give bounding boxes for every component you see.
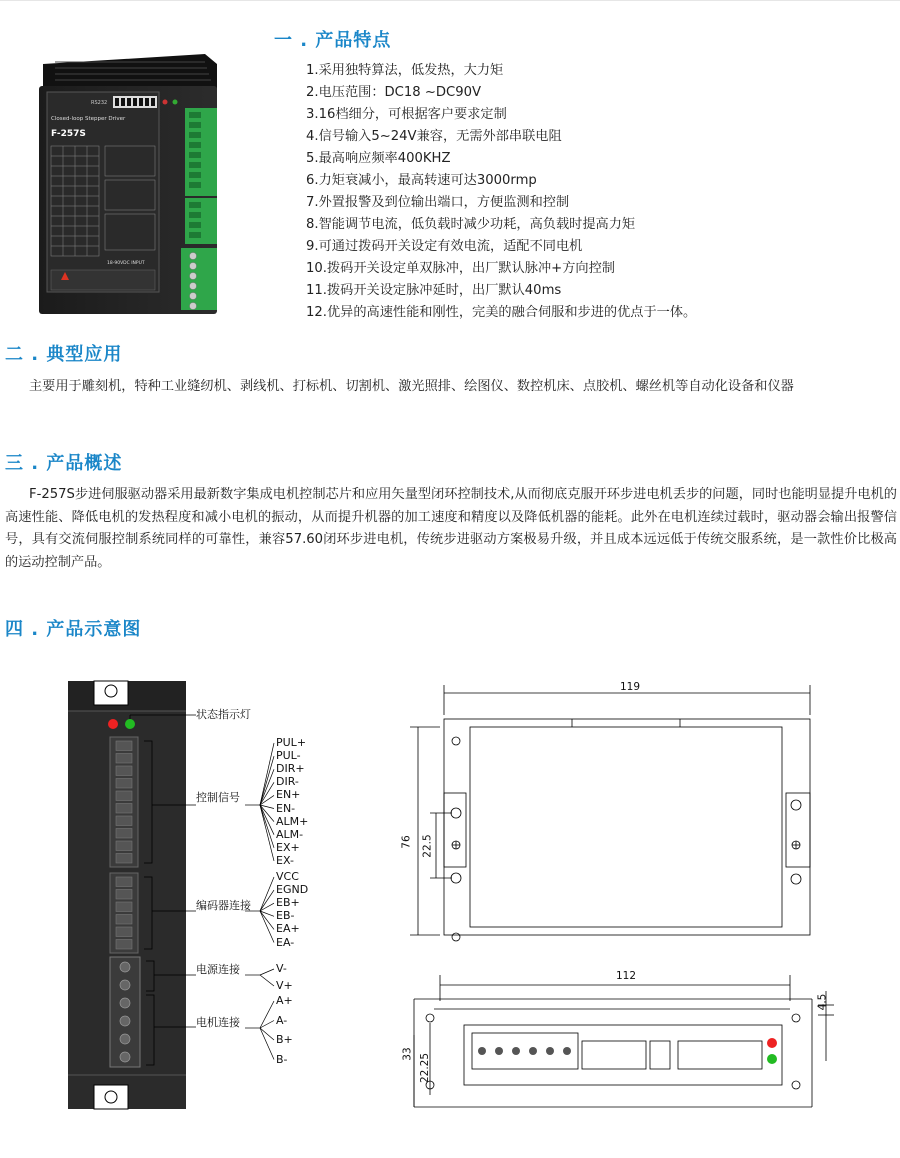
power-label: 电源连接 bbox=[196, 963, 240, 976]
terminal-slot bbox=[116, 779, 132, 789]
terminal-slot bbox=[116, 890, 132, 900]
terminal-screw bbox=[120, 1052, 130, 1062]
feature-item: 1.采用独特算法，低发热，大力矩 bbox=[306, 63, 504, 78]
pin-leader-line bbox=[260, 756, 274, 805]
pin-label: EX+ bbox=[276, 840, 300, 854]
pin-leader-line bbox=[260, 805, 274, 835]
pin-leader-line bbox=[260, 1028, 274, 1060]
features-title: 一 . 产品特点 bbox=[274, 30, 392, 51]
pin-label: PUL+ bbox=[276, 736, 307, 749]
feature-item: 10.拨码开关设定单双脉冲，出厂默认脉冲+方向控制 bbox=[306, 261, 615, 276]
applications-text: 主要用于雕刻机，特种工业缝纫机、剥线机、打标机、切割机、激光照排、绘图仪、数控机床、点胶机、螺丝机等自动化设备和仪器 bbox=[29, 379, 794, 394]
features-list bbox=[306, 60, 896, 324]
pin-label: EX- bbox=[276, 853, 294, 867]
encoder-label: 编码器连接 bbox=[196, 899, 251, 912]
photo-subtitle: Closed-loop Stepper Driver bbox=[51, 116, 126, 122]
terminal-screw bbox=[563, 1047, 571, 1055]
terminal-slot bbox=[116, 902, 132, 912]
terminal-slot bbox=[116, 754, 132, 764]
applications-title: 二 . 典型应用 bbox=[5, 344, 123, 365]
pin-leader-line bbox=[260, 903, 274, 911]
diagram-title: 四 . 产品示意图 bbox=[5, 619, 142, 640]
terminal-slot bbox=[116, 816, 132, 826]
terminal-screw bbox=[120, 998, 130, 1008]
pin-leader-line bbox=[260, 782, 274, 805]
photo-connector-label: RS232 bbox=[91, 100, 108, 106]
control-signal-label: 控制信号 bbox=[196, 791, 240, 804]
product-photo bbox=[35, 50, 225, 318]
pin-label: V- bbox=[276, 962, 287, 975]
photo-model: F-257S bbox=[51, 129, 86, 139]
pin-leader-line bbox=[260, 805, 274, 848]
feature-item: 8.智能调节电流，低负载时减少功耗，高负载时提高力矩 bbox=[306, 217, 636, 232]
dimension-drawing bbox=[400, 675, 840, 1115]
top-divider bbox=[0, 0, 900, 1]
pin-label: DIR+ bbox=[276, 762, 305, 776]
terminal-screw bbox=[120, 962, 130, 972]
pin-label: EGND bbox=[276, 883, 309, 897]
feature-item: 7.外置报警及到位输出端口，方便监测和控制 bbox=[306, 195, 570, 210]
terminal-slot bbox=[116, 791, 132, 801]
feature-item: 5.最高响应频率400KHZ bbox=[306, 151, 451, 166]
dim-hole-spacing: 22.5 bbox=[421, 834, 434, 858]
terminal-slot bbox=[116, 915, 132, 925]
pin-label: ALM- bbox=[276, 827, 304, 841]
overview-text: F-257S步进伺服驱动器采用最新数字集成电机控制芯片和应用矢量型闭环控制技术,从而彻底克服开环步进电机丢步的问题，同时也能明显提升电机的高速性能、降低电机的发热程度和减小电机的振动，从而提升机器的加工速度和精度以及降低机器的能耗。此外在电机连续过载时，驱动器会输出报警信号，具有交流伺服控制系统同样的可靠性，兼容57.60闭环步进电机，传统步进驱动方案极易升级，并且成本远远低于传统交服系统，是一款性价比极高的运动控制产品。 bbox=[5, 487, 897, 570]
terminal-screw bbox=[546, 1047, 554, 1055]
pin-label: EA- bbox=[276, 935, 295, 949]
dim-flange: 4.5 bbox=[816, 993, 829, 1011]
pin-label: EN+ bbox=[276, 788, 301, 802]
feature-item: 3.16档细分，可根据客户要求定制 bbox=[306, 107, 507, 122]
pin-leader-line bbox=[260, 975, 274, 986]
terminal-screw bbox=[529, 1047, 537, 1055]
pin-label: EB+ bbox=[276, 896, 300, 910]
terminal-screw bbox=[120, 1016, 130, 1026]
pin-label: B- bbox=[276, 1052, 288, 1066]
feature-item: 6.力矩衰减小，最高转速可达3000rmp bbox=[306, 173, 537, 188]
feature-item: 4.信号输入5~24V兼容，无需外部串联电阻 bbox=[306, 129, 562, 144]
pin-label: DIR- bbox=[276, 775, 299, 789]
terminal-slot bbox=[116, 940, 132, 950]
pin-leader-line bbox=[260, 1028, 274, 1040]
photo-power-label: 18-90VDC INPUT bbox=[107, 261, 145, 266]
terminal-slot bbox=[116, 741, 132, 751]
pin-label: A+ bbox=[276, 994, 293, 1007]
overview-title: 三 . 产品概述 bbox=[5, 453, 123, 474]
dim-height-front: 33 bbox=[401, 1047, 414, 1061]
dim-width-front: 112 bbox=[616, 970, 637, 982]
dim-inner-height: 22.25 bbox=[419, 1052, 432, 1084]
dim-height-side: 76 bbox=[400, 835, 413, 849]
pin-label: EN- bbox=[276, 801, 296, 815]
driver-front-diagram bbox=[60, 675, 400, 1115]
terminal-slot bbox=[116, 766, 132, 776]
pin-label: EA+ bbox=[276, 922, 300, 936]
pin-label: V+ bbox=[276, 979, 293, 992]
pin-label: VCC bbox=[276, 870, 299, 883]
terminal-screw bbox=[478, 1047, 486, 1055]
terminal-slot bbox=[116, 927, 132, 937]
terminal-screw bbox=[495, 1047, 503, 1055]
terminal-slot bbox=[116, 829, 132, 839]
terminal-slot bbox=[116, 854, 132, 864]
pin-label: A- bbox=[276, 1013, 288, 1027]
pin-label: EB- bbox=[276, 909, 295, 923]
status-led-label: 状态指示灯 bbox=[196, 708, 251, 721]
feature-item: 12.优异的高速性能和刚性，完美的融合伺服和步进的优点于一体。 bbox=[306, 305, 697, 320]
pin-label: B+ bbox=[276, 1033, 293, 1046]
dim-width-top: 119 bbox=[620, 681, 641, 693]
pin-leader-line bbox=[260, 969, 274, 975]
terminal-screw bbox=[120, 1034, 130, 1044]
pin-label: PUL- bbox=[276, 749, 301, 763]
feature-item: 2.电压范围：DC18 ~DC90V bbox=[306, 85, 482, 100]
feature-item: 9.可通过拨码开关设定有效电流，适配不同电机 bbox=[306, 239, 583, 254]
motor-label: 电机连接 bbox=[196, 1016, 240, 1029]
terminal-screw bbox=[120, 980, 130, 990]
terminal-slot bbox=[116, 804, 132, 814]
pin-leader-line bbox=[260, 877, 274, 911]
terminal-screw bbox=[512, 1047, 520, 1055]
feature-item: 11.拨码开关设定脉冲延时，出厂默认40ms bbox=[306, 283, 562, 298]
terminal-slot bbox=[116, 877, 132, 887]
pin-label: ALM+ bbox=[276, 814, 309, 828]
terminal-slot bbox=[116, 841, 132, 851]
